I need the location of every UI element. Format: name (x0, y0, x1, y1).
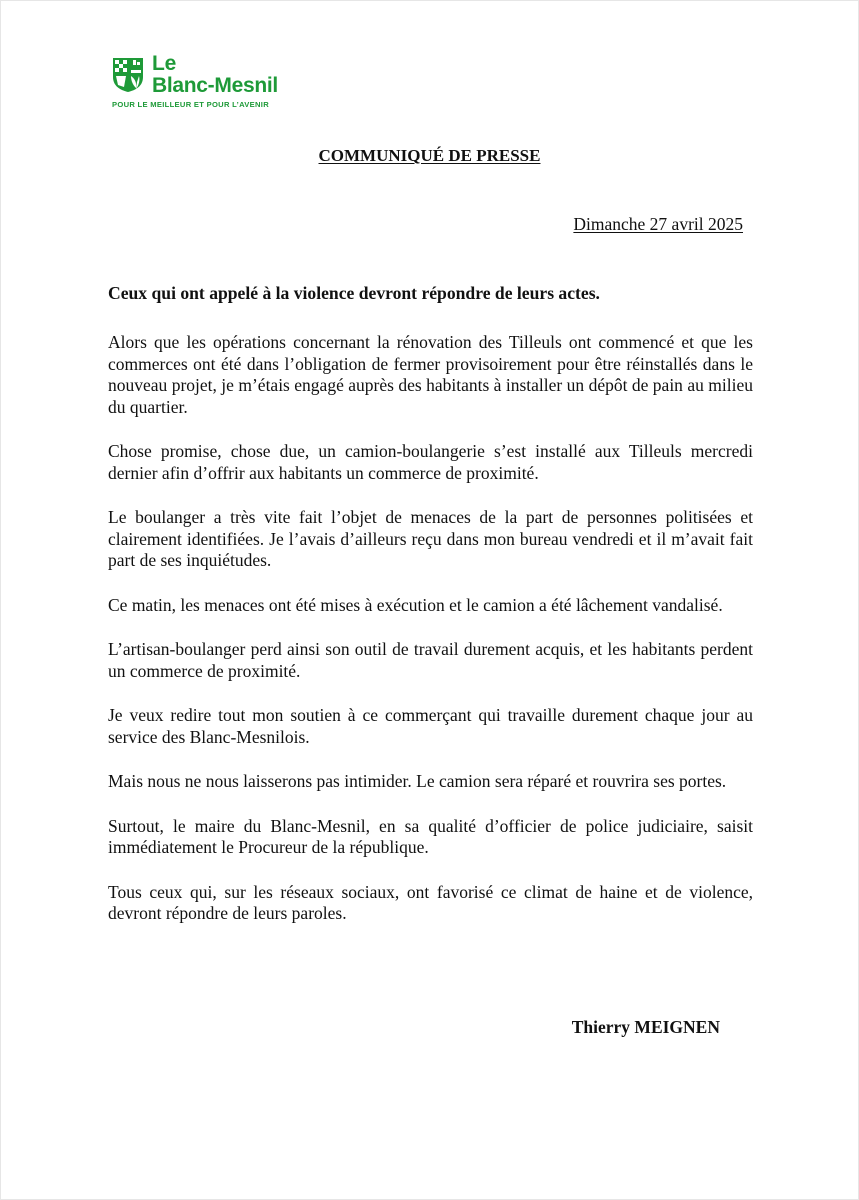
press-release-date: Dimanche 27 avril 2025 (573, 214, 743, 234)
press-release-title: COMMUNIQUÉ DE PRESSE (318, 146, 541, 165)
paragraph: Surtout, le maire du Blanc-Mesnil, en sa qualité d’officier de police judiciaire, saisit immédiatement le Procureur de la république. (108, 815, 753, 857)
paragraph: Je veux redire tout mon soutien à ce commerçant qui travaille durement chaque jour au service des Blanc-Mesnilois. (108, 705, 753, 747)
paragraph: Le boulanger a très vite fait l’objet de menaces de la part de personnes politisées et clairement identifiées. Je l’avais d’ailleurs reçu dans mon bureau vendredi et il m’avait fait part de ses inquiétudes. (108, 507, 753, 570)
signature: Thierry MEIGNEN (571, 1017, 720, 1037)
logo-wordmark-text: Blanc-Mesnil (152, 74, 278, 97)
logo-wordmark-line2 (113, 75, 278, 97)
logo-wordmark-line1: Le (152, 52, 177, 75)
paragraph: Alors que les opérations concernant la rénovation des Tilleuls ont commencé et que les commerces ont été dans l’obligation de fermer provisoirement pour être réinstallés dans le nouveau projet, je m’étais engagé auprès des habitants à installer un dépôt de pain au milieu du quartier. (108, 332, 753, 417)
paragraph: Chose promise, chose due, un camion-boulangerie s’est installé aux Tilleuls mercredi dernier afin d’offrir aux habitants un commerce de proximité. (108, 441, 753, 483)
city-logo (112, 52, 332, 115)
body-text (108, 332, 753, 948)
logo-tagline: POUR LE MEILLEUR ET POUR L’AVENIR (112, 100, 270, 109)
paragraph: Tous ceux qui, sur les réseaux sociaux, ont favorisé ce climat de haine et de violence, devront répondre de leurs paroles. (108, 881, 753, 923)
paragraph: Mais nous ne nous laisserons pas intimider. Le camion sera réparé et rouvrira ses portes. (108, 771, 727, 791)
paragraph: L’artisan-boulanger perd ainsi son outil de travail durement acquis, et les habitants perdent un commerce de proximité. (108, 639, 753, 681)
headline: Ceux qui ont appelé à la violence devront répondre de leurs actes. (108, 283, 600, 303)
paragraph: Ce matin, les menaces ont été mises à exécution et le camion a été lâchement vandalisé. (108, 594, 723, 615)
